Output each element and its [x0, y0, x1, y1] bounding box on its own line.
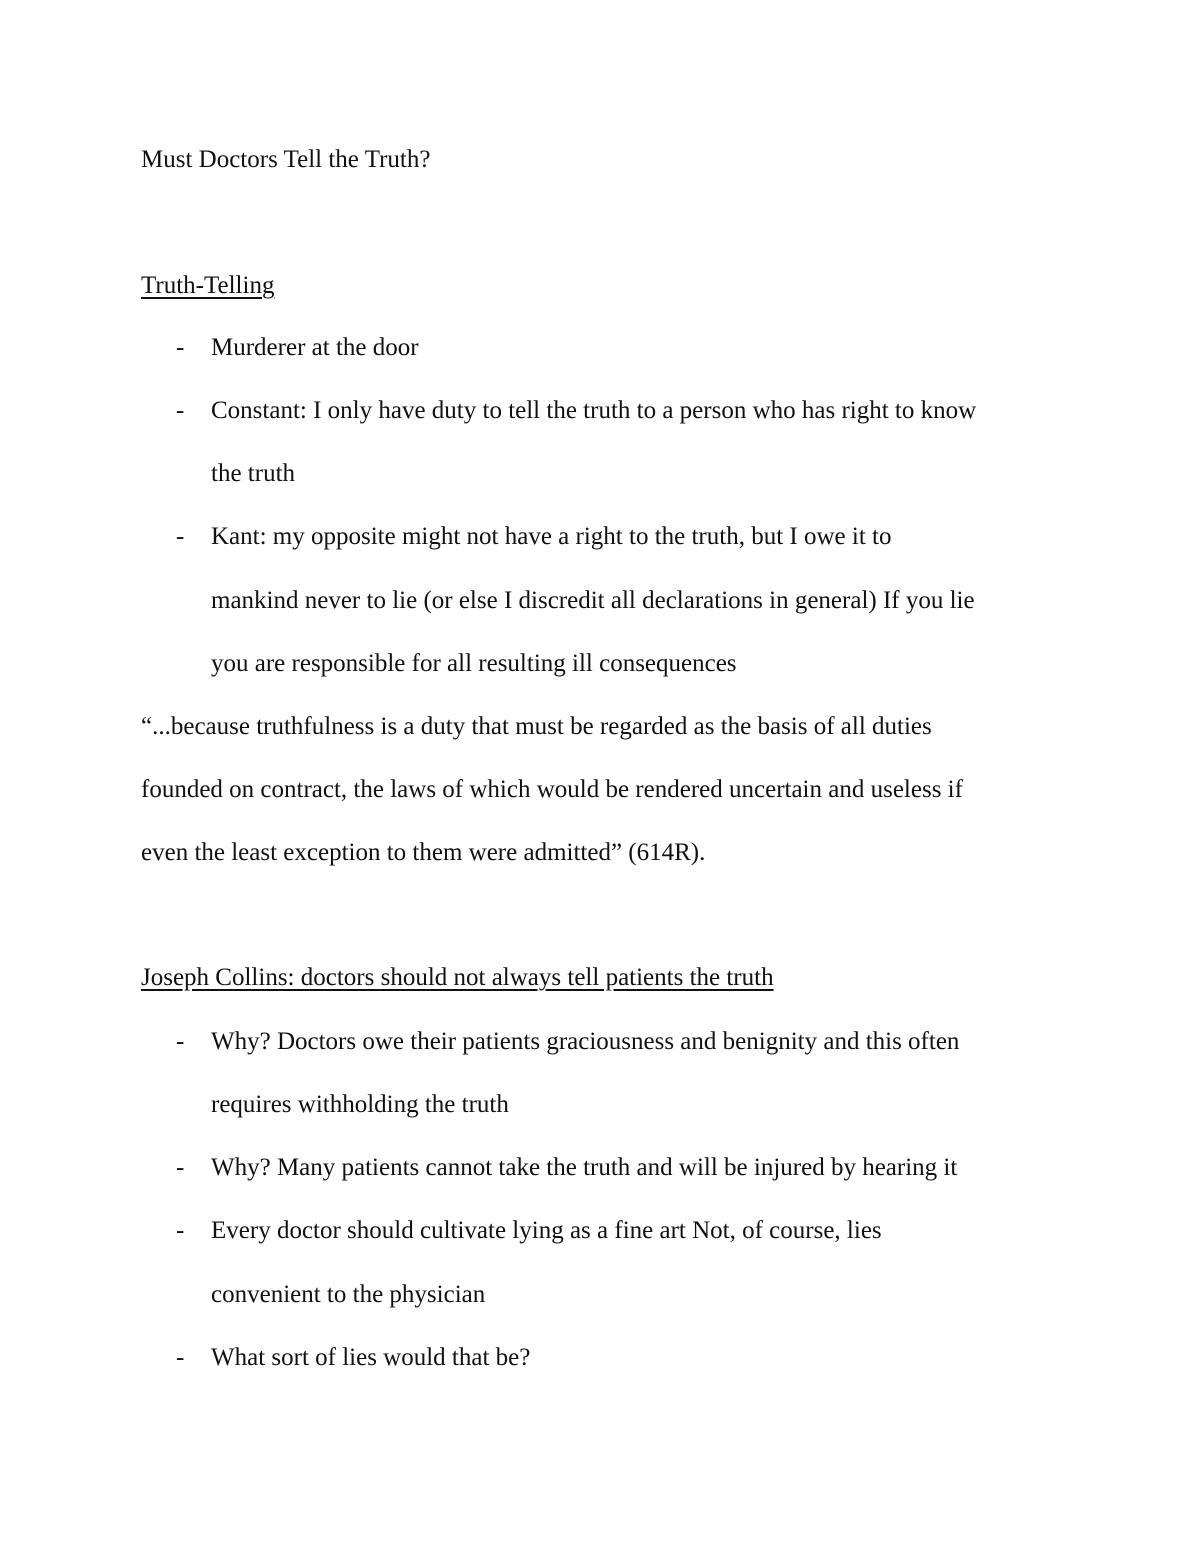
- bullet-marker: -: [176, 397, 185, 424]
- quote-line: even the least exception to them were admitted” (614R).: [141, 839, 706, 866]
- quote-line: “...because truthfulness is a duty that must be regarded as the basis of all duties: [141, 713, 932, 740]
- section-heading-joseph-collins: Joseph Collins: doctors should not always tell patients the truth: [141, 964, 774, 991]
- bullet-marker: -: [176, 523, 185, 550]
- bullet-text-continued: requires withholding the truth: [211, 1091, 509, 1118]
- document-title: Must Doctors Tell the Truth?: [141, 146, 431, 173]
- bullet-marker: -: [176, 334, 185, 361]
- bullet-marker: -: [176, 1028, 185, 1055]
- bullet-text-continued: mankind never to lie (or else I discredit all declarations in general) If you lie: [211, 587, 975, 614]
- quote-line: founded on contract, the laws of which would be rendered uncertain and useless if: [141, 776, 963, 803]
- section-heading-truth-telling: Truth-Telling: [141, 272, 275, 299]
- bullet-text-continued: the truth: [211, 460, 296, 487]
- bullet-marker: -: [176, 1217, 185, 1244]
- bullet-text: Murderer at the door: [211, 334, 419, 361]
- bullet-text: Constant: I only have duty to tell the truth to a person who has right to know: [211, 397, 977, 424]
- bullet-text-continued: you are responsible for all resulting ill consequences: [211, 650, 737, 677]
- bullet-marker: -: [176, 1344, 185, 1371]
- bullet-text: What sort of lies would that be?: [211, 1344, 531, 1371]
- bullet-marker: -: [176, 1154, 185, 1181]
- bullet-text: Kant: my opposite might not have a right to the truth, but I owe it to: [211, 523, 892, 550]
- bullet-text: Every doctor should cultivate lying as a fine art Not, of course, lies: [211, 1217, 882, 1244]
- bullet-text: Why? Many patients cannot take the truth and will be injured by hearing it: [211, 1154, 958, 1181]
- bullet-text-continued: convenient to the physician: [211, 1281, 486, 1308]
- bullet-text: Why? Doctors owe their patients graciousness and benignity and this often: [211, 1028, 960, 1055]
